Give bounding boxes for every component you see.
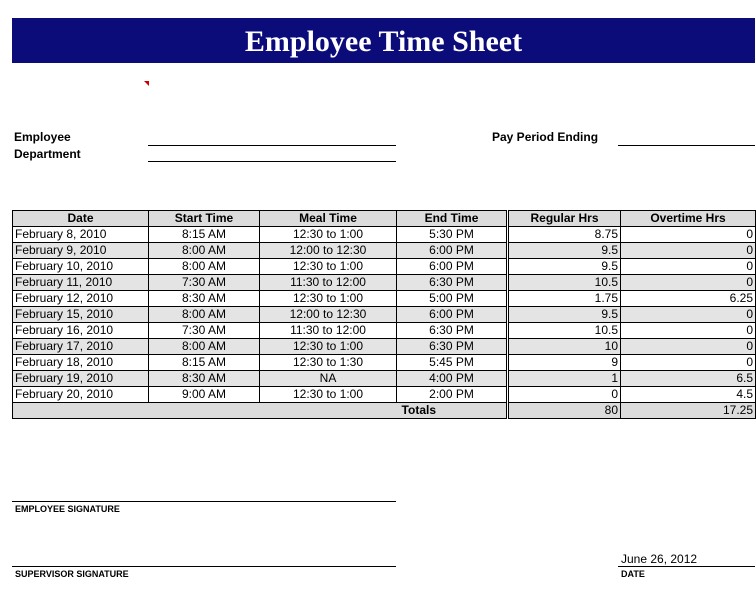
- cell-meal-time[interactable]: 11:30 to 12:00: [260, 323, 397, 339]
- table-row: [13, 355, 756, 371]
- cell-date[interactable]: February 17, 2010: [13, 339, 149, 355]
- cell-start-time[interactable]: 8:15 AM: [149, 355, 260, 371]
- cell-date[interactable]: February 11, 2010: [13, 275, 149, 291]
- cell-end-time[interactable]: 6:00 PM: [397, 307, 508, 323]
- cell-meal-time[interactable]: 12:30 to 1:00: [260, 227, 397, 243]
- header-overtime-hrs: Overtime Hrs: [621, 211, 756, 227]
- cell-meal-time[interactable]: 12:30 to 1:00: [260, 387, 397, 403]
- employee-signature-label: EMPLOYEE SIGNATURE: [15, 504, 120, 514]
- cell-end-time[interactable]: 6:30 PM: [397, 323, 508, 339]
- cell-meal-time[interactable]: 12:00 to 12:30: [260, 243, 397, 259]
- cell-overtime-hrs[interactable]: 0: [621, 323, 756, 339]
- cell-regular-hrs[interactable]: 1.75: [508, 291, 621, 307]
- cell-regular-hrs[interactable]: 9: [508, 355, 621, 371]
- table-row: [13, 291, 756, 307]
- cell-date[interactable]: February 20, 2010: [13, 387, 149, 403]
- cell-regular-hrs[interactable]: 1: [508, 371, 621, 387]
- pay-period-field[interactable]: [618, 145, 755, 146]
- cell-regular-hrs[interactable]: 10.5: [508, 323, 621, 339]
- header-regular-hrs: Regular Hrs: [508, 211, 621, 227]
- table-row: [13, 339, 756, 355]
- cell-date[interactable]: February 12, 2010: [13, 291, 149, 307]
- pay-period-label: Pay Period Ending: [492, 130, 599, 144]
- table-row: [13, 323, 756, 339]
- cell-start-time[interactable]: 8:30 AM: [149, 371, 260, 387]
- cell-overtime-hrs[interactable]: 0: [621, 355, 756, 371]
- cell-meal-time[interactable]: 12:30 to 1:00: [260, 291, 397, 307]
- table-row: [13, 307, 756, 323]
- totals-overtime-hrs: 17.25: [621, 403, 756, 419]
- table-row: [13, 227, 756, 243]
- page-title: Employee Time Sheet: [244, 25, 523, 58]
- totals-label: Totals: [13, 403, 508, 419]
- table-row: [13, 387, 756, 403]
- table-row: [13, 243, 756, 259]
- header-end-time: End Time: [397, 211, 508, 227]
- cell-overtime-hrs[interactable]: 6.5: [621, 371, 756, 387]
- cell-date[interactable]: February 16, 2010: [13, 323, 149, 339]
- cell-start-time[interactable]: 8:30 AM: [149, 291, 260, 307]
- cell-start-time[interactable]: 7:30 AM: [149, 323, 260, 339]
- cell-end-time[interactable]: 5:45 PM: [397, 355, 508, 371]
- department-label: Department: [14, 147, 81, 161]
- header-meal-time: Meal Time: [260, 211, 397, 227]
- cell-meal-time[interactable]: 12:00 to 12:30: [260, 307, 397, 323]
- cell-date[interactable]: February 18, 2010: [13, 355, 149, 371]
- cell-regular-hrs[interactable]: 9.5: [508, 243, 621, 259]
- cell-date[interactable]: February 9, 2010: [13, 243, 149, 259]
- cell-meal-time[interactable]: 12:30 to 1:30: [260, 355, 397, 371]
- cell-regular-hrs[interactable]: 9.5: [508, 259, 621, 275]
- cell-date[interactable]: February 10, 2010: [13, 259, 149, 275]
- cell-date[interactable]: February 19, 2010: [13, 371, 149, 387]
- table-row: [13, 275, 756, 291]
- cell-overtime-hrs[interactable]: 0: [621, 339, 756, 355]
- cell-end-time[interactable]: 5:30 PM: [397, 227, 508, 243]
- cell-overtime-hrs[interactable]: 6.25: [621, 291, 756, 307]
- cell-start-time[interactable]: 9:00 AM: [149, 387, 260, 403]
- cell-end-time[interactable]: 6:30 PM: [397, 339, 508, 355]
- comment-indicator-icon: [144, 81, 149, 86]
- cell-start-time[interactable]: 8:00 AM: [149, 259, 260, 275]
- employee-signature-line[interactable]: [12, 501, 396, 502]
- cell-overtime-hrs[interactable]: 0: [621, 307, 756, 323]
- cell-end-time[interactable]: 4:00 PM: [397, 371, 508, 387]
- table-row: [13, 259, 756, 275]
- cell-regular-hrs[interactable]: 0: [508, 387, 621, 403]
- cell-end-time[interactable]: 6:30 PM: [397, 275, 508, 291]
- cell-regular-hrs[interactable]: 10.5: [508, 275, 621, 291]
- cell-regular-hrs[interactable]: 10: [508, 339, 621, 355]
- cell-start-time[interactable]: 8:15 AM: [149, 227, 260, 243]
- employee-field[interactable]: [148, 145, 396, 146]
- timesheet-table: [12, 210, 756, 419]
- cell-regular-hrs[interactable]: 9.5: [508, 307, 621, 323]
- cell-date[interactable]: February 15, 2010: [13, 307, 149, 323]
- cell-end-time[interactable]: 6:00 PM: [397, 259, 508, 275]
- cell-start-time[interactable]: 8:00 AM: [149, 339, 260, 355]
- cell-overtime-hrs[interactable]: 0: [621, 243, 756, 259]
- table-row: [13, 371, 756, 387]
- supervisor-signature-label: SUPERVISOR SIGNATURE: [15, 569, 129, 579]
- totals-row: [13, 403, 756, 419]
- cell-meal-time[interactable]: 11:30 to 12:00: [260, 275, 397, 291]
- supervisor-signature-line[interactable]: [12, 566, 396, 567]
- cell-meal-time[interactable]: NA: [260, 371, 397, 387]
- cell-end-time[interactable]: 5:00 PM: [397, 291, 508, 307]
- cell-overtime-hrs[interactable]: 4.5: [621, 387, 756, 403]
- title-banner: [12, 18, 755, 63]
- header-start-time: Start Time: [149, 211, 260, 227]
- totals-regular-hrs: 80: [508, 403, 621, 419]
- cell-date[interactable]: February 8, 2010: [13, 227, 149, 243]
- cell-overtime-hrs[interactable]: 0: [621, 259, 756, 275]
- header-date: Date: [13, 211, 149, 227]
- cell-regular-hrs[interactable]: 8.75: [508, 227, 621, 243]
- cell-overtime-hrs[interactable]: 0: [621, 227, 756, 243]
- cell-meal-time[interactable]: 12:30 to 1:00: [260, 339, 397, 355]
- cell-start-time[interactable]: 8:00 AM: [149, 307, 260, 323]
- date-label: DATE: [621, 569, 645, 579]
- department-field[interactable]: [148, 161, 396, 162]
- date-line: [618, 566, 755, 567]
- table-header-row: [13, 211, 756, 227]
- cell-end-time[interactable]: 2:00 PM: [397, 387, 508, 403]
- signature-date-value[interactable]: June 26, 2012: [621, 552, 698, 566]
- cell-meal-time[interactable]: 12:30 to 1:00: [260, 259, 397, 275]
- cell-end-time[interactable]: 6:00 PM: [397, 243, 508, 259]
- cell-overtime-hrs[interactable]: 0: [621, 275, 756, 291]
- cell-start-time[interactable]: 7:30 AM: [149, 275, 260, 291]
- cell-start-time[interactable]: 8:00 AM: [149, 243, 260, 259]
- employee-label: Employee: [14, 130, 71, 144]
